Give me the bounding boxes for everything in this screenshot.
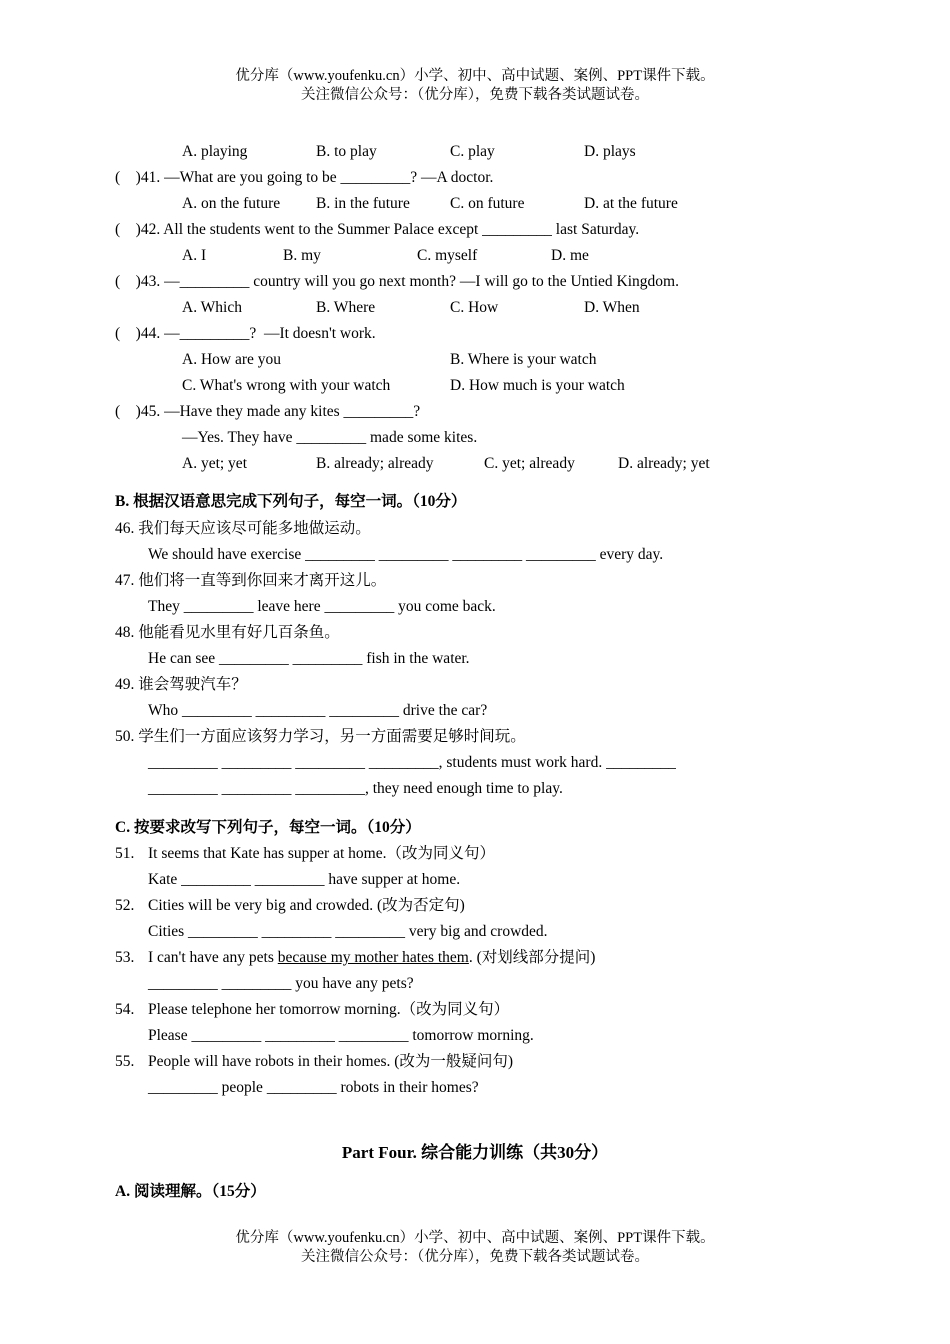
section-c-heading: C. 按要求改写下列句子，每空一词。（10分） xyxy=(115,819,421,836)
q51-number: 51. xyxy=(115,845,135,862)
q55-answer: _________ people _________ robots in their homes? xyxy=(148,1079,479,1096)
q43-option-d: D. When xyxy=(584,299,640,316)
q53-answer: _________ _________ you have any pets? xyxy=(148,975,414,992)
q53-number: 53. xyxy=(115,949,135,966)
q45-option-a: A. yet; yet xyxy=(182,455,247,472)
q41-option-d: D. at the future xyxy=(584,195,678,212)
q54-answer: Please _________ _________ _________ tomorrow morning. xyxy=(148,1027,534,1044)
q40-option-a: A. playing xyxy=(182,143,248,160)
q51-answer: Kate _________ _________ have supper at home. xyxy=(148,871,461,888)
q43-option-c: C. How xyxy=(450,299,499,316)
q42-option-c: C. myself xyxy=(417,247,478,264)
q41-option-b: B. in the future xyxy=(316,195,410,212)
q53-question xyxy=(148,949,595,967)
q46-chinese: 46. 我们每天应该尽可能多地做运动。 xyxy=(115,520,371,537)
reading-comprehension-heading: A. 阅读理解。（15分） xyxy=(115,1183,266,1200)
q45-option-c: C. yet; already xyxy=(484,455,575,472)
q55-question: People will have robots in their homes. (改为一般疑问句) xyxy=(148,1053,514,1070)
q48-chinese: 48. 他能看见水里有好几百条鱼。 xyxy=(115,624,340,641)
q44-option-c: C. What's wrong with your watch xyxy=(182,377,391,394)
q40-option-d: D. plays xyxy=(584,143,636,160)
q55-number: 55. xyxy=(115,1053,135,1070)
q49-chinese: 49. 谁会驾驶汽车？ xyxy=(115,676,247,693)
q54-question: Please telephone her tomorrow morning.（改为同义句） xyxy=(148,1001,510,1018)
q42-option-d: D. me xyxy=(551,247,589,264)
q47-english: They _________ leave here _________ you come back. xyxy=(148,598,496,615)
q40-option-c: C. play xyxy=(450,143,495,160)
footer-line-2: 关注微信公众号：（优分库），免费下载各类试题试卷。 xyxy=(301,1249,649,1265)
q54-number: 54. xyxy=(115,1001,135,1018)
q52-number: 52. xyxy=(115,897,135,914)
q46-english: We should have exercise _________ _________ _________ _________ every day. xyxy=(148,546,664,563)
q42-option-a: A. I xyxy=(182,247,207,264)
q43-option-b: B. Where xyxy=(316,299,376,316)
q49-english: Who _________ _________ _________ drive the car? xyxy=(148,702,488,719)
q42-stem: ( )42. All the students went to the Summer Palace except _________ last Saturday. xyxy=(115,221,640,238)
q44-stem: ( )44. —_________? —It doesn't work. xyxy=(115,325,376,342)
q44-option-d: D. How much is your watch xyxy=(450,377,625,394)
q42-option-b: B. my xyxy=(283,247,321,264)
q50-english-line-2: _________ _________ _________, they need enough time to play. xyxy=(148,780,563,797)
section-b-heading: B. 根据汉语意思完成下列句子，每空一词。（10分） xyxy=(115,493,467,510)
q53-underlined-part: because my mother hates them xyxy=(277,949,469,966)
q51-question: It seems that Kate has supper at home.（改为同义句） xyxy=(148,845,495,862)
q53-question-post: . (对划线部分提问) xyxy=(468,949,596,966)
part-four-title: Part Four. 综合能力训练（共30分） xyxy=(341,1143,609,1162)
q43-option-a: A. Which xyxy=(182,299,242,316)
header-line-2: 关注微信公众号：（优分库），免费下载各类试题试卷。 xyxy=(301,87,649,103)
q47-chinese: 47. 他们将一直等到你回来才离开这儿。 xyxy=(115,572,387,589)
q45-stem: ( )45. —Have they made any kites _________? xyxy=(115,403,421,420)
q45-reply: —Yes. They have _________ made some kites. xyxy=(182,429,478,446)
q52-answer: Cities _________ _________ _________ very big and crowded. xyxy=(148,923,548,940)
header-line-1: 优分库（www.youfenku.cn）小学、初中、高中试题、案例、PPT课件下载。 xyxy=(235,68,715,84)
q44-option-a: A. How are you xyxy=(182,351,282,368)
q48-english: He can see _________ _________ fish in the water. xyxy=(148,650,470,667)
q50-chinese: 50. 学生们一方面应该努力学习，另一方面需要足够时间玩。 xyxy=(115,728,526,745)
q50-english-line-1: _________ _________ _________ _________, students must work hard. _________ xyxy=(148,754,676,771)
q41-option-a: A. on the future xyxy=(182,195,281,212)
q45-option-b: B. already; already xyxy=(316,455,434,472)
q52-question: Cities will be very big and crowded. (改为否定句) xyxy=(148,897,465,914)
q43-stem: ( )43. —_________ country will you go next month? —I will go to the Untied Kingdom. xyxy=(115,273,679,290)
q45-option-d: D. already; yet xyxy=(618,455,710,472)
footer-line-1: 优分库（www.youfenku.cn）小学、初中、高中试题、案例、PPT课件下载。 xyxy=(235,1230,715,1246)
q41-option-c: C. on future xyxy=(450,195,525,212)
q44-option-b: B. Where is your watch xyxy=(450,351,597,368)
q40-option-b: B. to play xyxy=(316,143,377,160)
q53-question-pre: I can't have any pets xyxy=(148,949,278,966)
q41-stem: ( )41. —What are you going to be _________? —A doctor. xyxy=(115,169,494,186)
